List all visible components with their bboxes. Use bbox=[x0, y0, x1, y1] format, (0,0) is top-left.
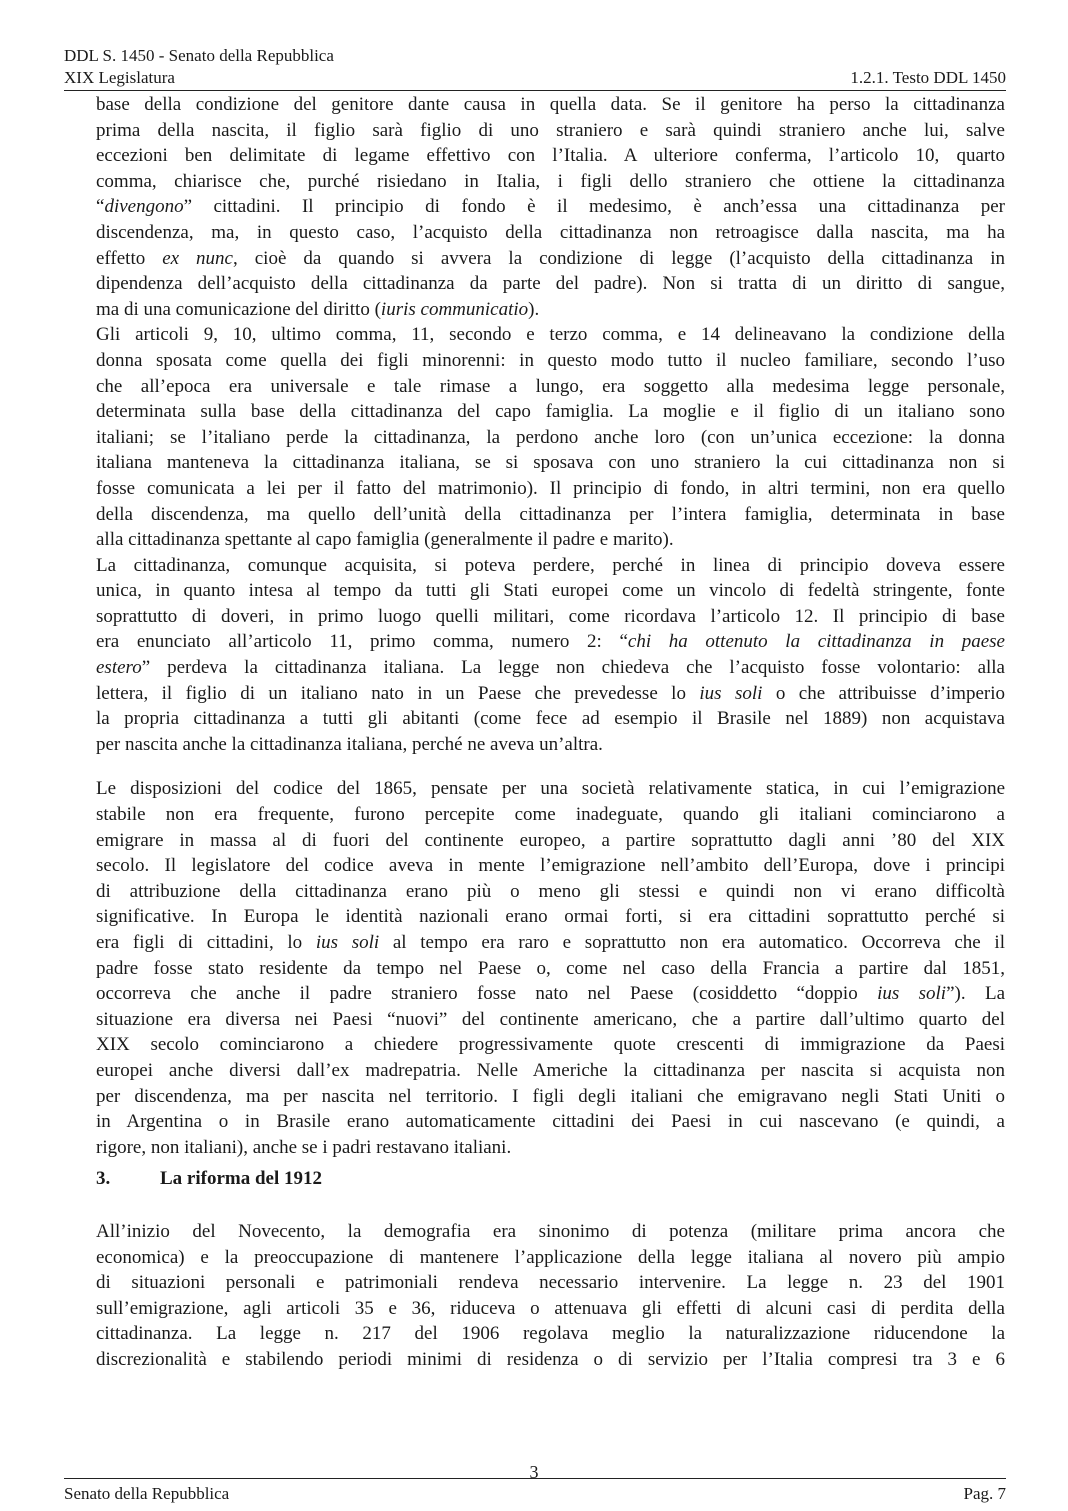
text-line: discrezionalità e stabilendo periodi minimi di residenza o di servizio per l’Italia compresi tra 3 e 6 bbox=[96, 1348, 1005, 1370]
section-title: La riforma del 1912 bbox=[160, 1168, 323, 1190]
text-line: XIX secolo cominciarono a chiedere progressivamente quote crescenti di immigrazione da Paesi bbox=[96, 1034, 1005, 1056]
text-line: ma di una comunicazione del diritto (iuris communicatio). bbox=[96, 298, 540, 320]
footer-page-label: Pag. 7 bbox=[963, 1484, 1006, 1503]
text-line: occorreva che anche il padre straniero fosse nato nel Paese (cosiddetto “doppio ius soli”). La bbox=[96, 983, 1005, 1005]
text-line: discendenza, ma, in questo caso, l’acquisto della cittadinanza non retroagisce dalla nascita, ma ha bbox=[96, 221, 1005, 243]
text-line: “divengono” cittadini. Il principio di fondo è il medesimo, è anch’essa una cittadinanza per bbox=[96, 196, 1005, 218]
section-number: 3. bbox=[96, 1168, 111, 1190]
text-line: italiana manteneva la cittadinanza italiana, se si sposava con uno straniero la cui cittadinanza non si bbox=[96, 452, 1005, 474]
text-line: stabile non era frequente, furono percepite come inadeguate, quando gli italiani cominciarono a bbox=[96, 804, 1005, 826]
text-line: comma, chiarisce che, purché risiedano in Italia, i figli dello straniero che ottiene la cittadinanza bbox=[96, 170, 1005, 192]
text-line: rigore, non italiani), anche se i padri restavano italiani. bbox=[96, 1136, 512, 1158]
text-line: di attribuzione della cittadinanza erano più o meno gli stessi e quindi non vi erano difficoltà bbox=[96, 880, 1005, 902]
header-rule-line bbox=[64, 68, 1006, 91]
text-line: significative. In Europa le identità nazionali erano ormai forti, si era cittadini soprattutto perché si bbox=[96, 906, 1005, 928]
text-line: la propria cittadinanza a tutti gli abitanti (come fece ad esempio il Brasile nel 1889) non acquistava bbox=[96, 708, 1005, 730]
header-legislature: XIX Legislatura bbox=[64, 68, 175, 87]
text-line: era figli di cittadini, lo ius soli al tempo era raro e soprattutto non era automatico. Occorreva che il bbox=[96, 932, 1005, 953]
text-line: unica, in quanto intesa al tempo da tutti gli Stati europei come un vincolo di fedeltà stringente, fonte bbox=[96, 580, 1005, 602]
text-line: emigrare in massa al di fuori del continente europeo, a partire soprattutto dagli anni ’80 del XIX bbox=[96, 829, 1005, 851]
text-line: soprattutto di doveri, in primo luogo quelli militari, come ricordava l’articolo 12. Il principio di base bbox=[96, 605, 1005, 627]
section-heading bbox=[96, 1166, 1005, 1192]
text-line: della discendenza, ma quello dell’unità della cittadinanza per l’intera famiglia, determinata in base bbox=[96, 503, 1005, 525]
page-number: 3 bbox=[529, 1462, 539, 1482]
text-line: determinata sulla base della cittadinanza del capo famiglia. La moglie e il figlio di un italiano sono bbox=[96, 401, 1005, 423]
text-line: in Argentina o in Brasile erano automaticamente cittadini dei Paesi in cui nascevano (e quindi, a bbox=[96, 1111, 1005, 1133]
text-line: eccezioni ben delimitate di legame effettivo con l’Italia. A ulteriore conferma, l’articolo 10, quarto bbox=[96, 145, 1005, 167]
text-line: situazione era diversa nei Paesi “nuovi” del continente americano, che a partire dall’ultimo quarto del bbox=[96, 1008, 1005, 1030]
document-body bbox=[96, 92, 1005, 1373]
footer-institution: Senato della Repubblica bbox=[64, 1484, 230, 1503]
text-line: di situazioni personali e patrimoniali rendeva necessario intervenire. La legge n. 23 del 1901 bbox=[96, 1272, 1005, 1294]
text-line: era enunciato all’articolo 11, primo comma, numero 2: “chi ha ottenuto la cittadinanza in paese bbox=[96, 631, 1005, 653]
text-line: che all’epoca era universale e tale rimase a lungo, era soggetto alla medesima legge personale, bbox=[96, 375, 1005, 397]
text-line: Le disposizioni del codice del 1865, pensate per una società relativamente statica, in cui l’emigrazione bbox=[96, 778, 1005, 800]
text-line: sull’emigrazione, agli articoli 35 e 36, riduceva o attenuava gli effetti di alcuni casi di perdita della bbox=[96, 1297, 1005, 1319]
header-section-reference: 1.2.1. Testo DDL 1450 bbox=[850, 68, 1006, 87]
paragraph bbox=[96, 776, 1005, 1160]
text-line: All’inizio del Novecento, la demografia era sinonimo di potenza (militare prima ancora che bbox=[96, 1220, 1005, 1242]
paragraph bbox=[96, 92, 1005, 322]
text-line: cittadinanza. La legge n. 217 del 1906 regolava meglio la naturalizzazione riducendone la bbox=[96, 1323, 1005, 1345]
text-line: secolo. Il legislatore del codice aveva in mente l’emigrazione nell’ambito dell’Europa, dove i principi bbox=[96, 855, 1005, 877]
text-line: estero” perdeva la cittadinanza italiana. La legge non chiedeva che l’acquisto fosse volontario: alla bbox=[96, 657, 1005, 679]
text-line: padre fosse stato residente da tempo nel Paese o, come nel caso della Francia a partire dal 1851, bbox=[96, 957, 1005, 979]
paragraph bbox=[96, 553, 1005, 758]
text-line: italiani; se l’italiano perde la cittadinanza, la perdono anche loro (con un’unica eccezione: la donna bbox=[96, 426, 1005, 448]
text-line: dipendenza dell’acquisto della cittadinanza da parte del padre). Non si tratta di un diritto di sangue, bbox=[96, 273, 1005, 295]
text-line: per discendenza, ma per nascita nel territorio. I figli degli italiani che emigravano negli Stati Uniti o bbox=[96, 1085, 1005, 1107]
section-paragraph bbox=[96, 1219, 1005, 1373]
footer bbox=[64, 1478, 1006, 1505]
text-line: donna sposata come quella dei figli minorenni: in questo modo tutto il nucleo familiare, secondo l’uso bbox=[96, 349, 1005, 371]
paragraph-gap bbox=[96, 757, 1005, 776]
text-line: fosse comunicata a lei per il fatto del matrimonio). Il principio di fondo, in altri termini, non era quello bbox=[96, 477, 1005, 499]
text-line: prima della nascita, il figlio sarà figlio di uno straniero e sarà quindi straniero anche lui, salve bbox=[96, 119, 1005, 141]
text-line: lettera, il figlio di un italiano nato in un Paese che prevedesse lo ius soli o che attribuisse d’imperio bbox=[96, 682, 1005, 704]
text-line: alla cittadinanza spettante al capo famiglia (generalmente il padre e marito). bbox=[96, 529, 674, 551]
header-document-id: DDL S. 1450 - Senato della Repubblica bbox=[64, 46, 334, 65]
text-line: economica) e la preoccupazione di mantenere l’applicazione della legge italiana al novero più ampio bbox=[96, 1246, 1005, 1268]
text-line: effetto ex nunc, cioè da quando si avvera la condizione di legge (l’acquisto della cittadinanza in bbox=[96, 247, 1005, 269]
text-line: Gli articoli 9, 10, ultimo comma, 11, secondo e terzo comma, e 14 delineavano la condizione della bbox=[96, 324, 1005, 346]
paragraph bbox=[96, 322, 1005, 552]
text-line: La cittadinanza, comunque acquisita, si poteva perdere, perché in linea di principio doveva essere bbox=[96, 554, 1005, 576]
text-line: base della condizione del genitore dante causa in quella data. Se il genitore ha perso la cittadinanza bbox=[96, 94, 1005, 115]
text-line: europei anche diversi dall’ex madrepatria. Nelle Americhe la cittadinanza per nascita si acquista non bbox=[96, 1059, 1005, 1081]
text-line: per nascita anche la cittadinanza italiana, perché ne aveva un’altra. bbox=[96, 733, 603, 755]
